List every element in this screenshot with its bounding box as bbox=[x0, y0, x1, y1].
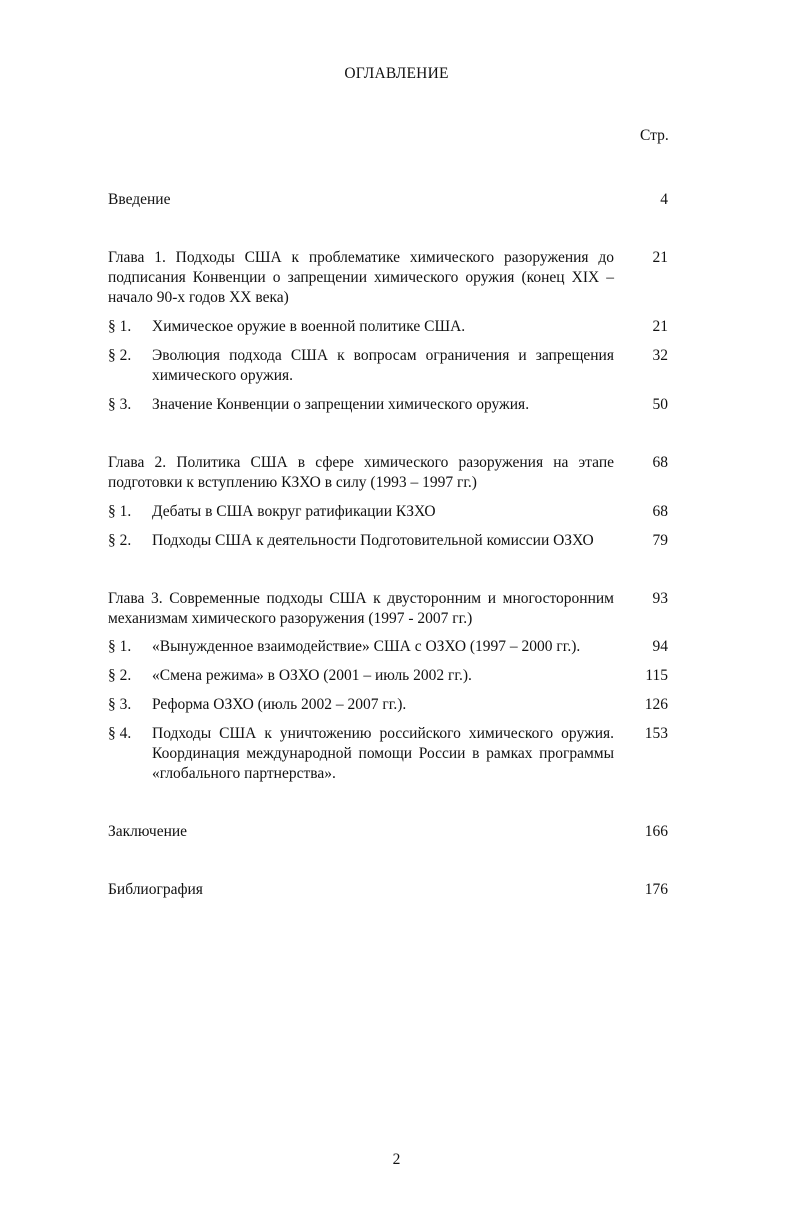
section-number: § 4. bbox=[108, 725, 132, 742]
chapter-page: 93 bbox=[652, 590, 668, 607]
toc-section-1-1 bbox=[108, 317, 668, 337]
section-title: Химическое оружие в военной политике США. bbox=[152, 318, 466, 335]
toc-chapter-1 bbox=[108, 248, 668, 308]
chapter-title: Глава 2. Политика США в сфере химического разоружения на этапе подготовки к вступлению КЗХО в силу (1993 – 1997 гг.) bbox=[108, 454, 614, 491]
section-number: § 3. bbox=[108, 396, 132, 413]
section-title: Дебаты в США вокруг ратификации КЗХО bbox=[152, 503, 436, 520]
toc-entry-label: Заключение bbox=[108, 823, 188, 840]
section-page: 32 bbox=[652, 347, 668, 364]
toc-entry-bibliography bbox=[108, 880, 668, 900]
toc-section-3-3 bbox=[108, 695, 668, 715]
section-page: 68 bbox=[652, 503, 668, 520]
section-page: 21 bbox=[652, 318, 668, 335]
section-title: «Смена режима» в ОЗХО (2001 – июль 2002 гг.). bbox=[152, 667, 472, 684]
toc-section-1-3 bbox=[108, 395, 668, 415]
section-title: «Вынужденное взаимодействие» США с ОЗХО (1997 – 2000 гг.). bbox=[152, 638, 581, 655]
section-page: 94 bbox=[652, 638, 668, 655]
section-number: § 2. bbox=[108, 667, 132, 684]
section-title: Эволюция подхода США к вопросам ограничения и запрещения химического оружия. bbox=[152, 347, 614, 384]
toc-chapter-3 bbox=[108, 589, 668, 629]
toc-entry-intro bbox=[108, 190, 668, 210]
toc-section-2-1 bbox=[108, 502, 668, 522]
toc-chapter-2 bbox=[108, 453, 668, 493]
page-title: ОГЛАВЛЕНИЕ bbox=[344, 65, 449, 82]
page-number: 2 bbox=[392, 1151, 401, 1168]
toc-section-3-4 bbox=[108, 724, 668, 784]
section-page: 126 bbox=[644, 696, 668, 713]
toc-section-2-2 bbox=[108, 531, 668, 551]
chapter-title: Глава 1. Подходы США к проблематике химического разоружения до подписания Конвенции о запрещении химического оружия (конец XIX – начало 90-х годов XX века) bbox=[108, 249, 614, 306]
section-number: § 3. bbox=[108, 696, 132, 713]
toc-entry-page: 166 bbox=[644, 823, 668, 840]
chapter-page: 68 bbox=[652, 454, 668, 471]
page-column-label: Стр. bbox=[640, 127, 669, 144]
toc-entry-label: Введение bbox=[108, 191, 171, 208]
chapter-page: 21 bbox=[652, 249, 668, 266]
section-number: § 1. bbox=[108, 503, 132, 520]
toc-entry-label: Библиография bbox=[108, 881, 203, 898]
section-page: 115 bbox=[645, 667, 668, 684]
toc-section-3-2 bbox=[108, 666, 668, 686]
section-number: § 2. bbox=[108, 532, 132, 549]
section-page: 50 bbox=[652, 396, 668, 413]
section-title: Подходы США к деятельности Подготовительной комиссии ОЗХО bbox=[152, 532, 594, 549]
toc-entry-page: 4 bbox=[660, 191, 668, 208]
section-title: Значение Конвенции о запрещении химического оружия. bbox=[152, 396, 530, 413]
chapter-title: Глава 3. Современные подходы США к двусторонним и многосторонним механизмам химического разоружения (1997 - 2007 гг.) bbox=[108, 590, 614, 627]
section-page: 79 bbox=[652, 532, 668, 549]
section-title: Реформа ОЗХО (июль 2002 – 2007 гг.). bbox=[152, 696, 407, 713]
section-page: 153 bbox=[644, 725, 668, 742]
section-number: § 1. bbox=[108, 318, 132, 335]
section-number: § 2. bbox=[108, 347, 132, 364]
toc-entry-page: 176 bbox=[644, 881, 668, 898]
toc-section-1-2 bbox=[108, 346, 668, 386]
toc-section-3-1 bbox=[108, 637, 668, 657]
section-title: Подходы США к уничтожению российского химического оружия. Координация международной помощи России в рамках программы «глобального партнерства». bbox=[152, 725, 614, 782]
section-number: § 1. bbox=[108, 638, 132, 655]
toc-entry-conclusion bbox=[108, 822, 668, 842]
